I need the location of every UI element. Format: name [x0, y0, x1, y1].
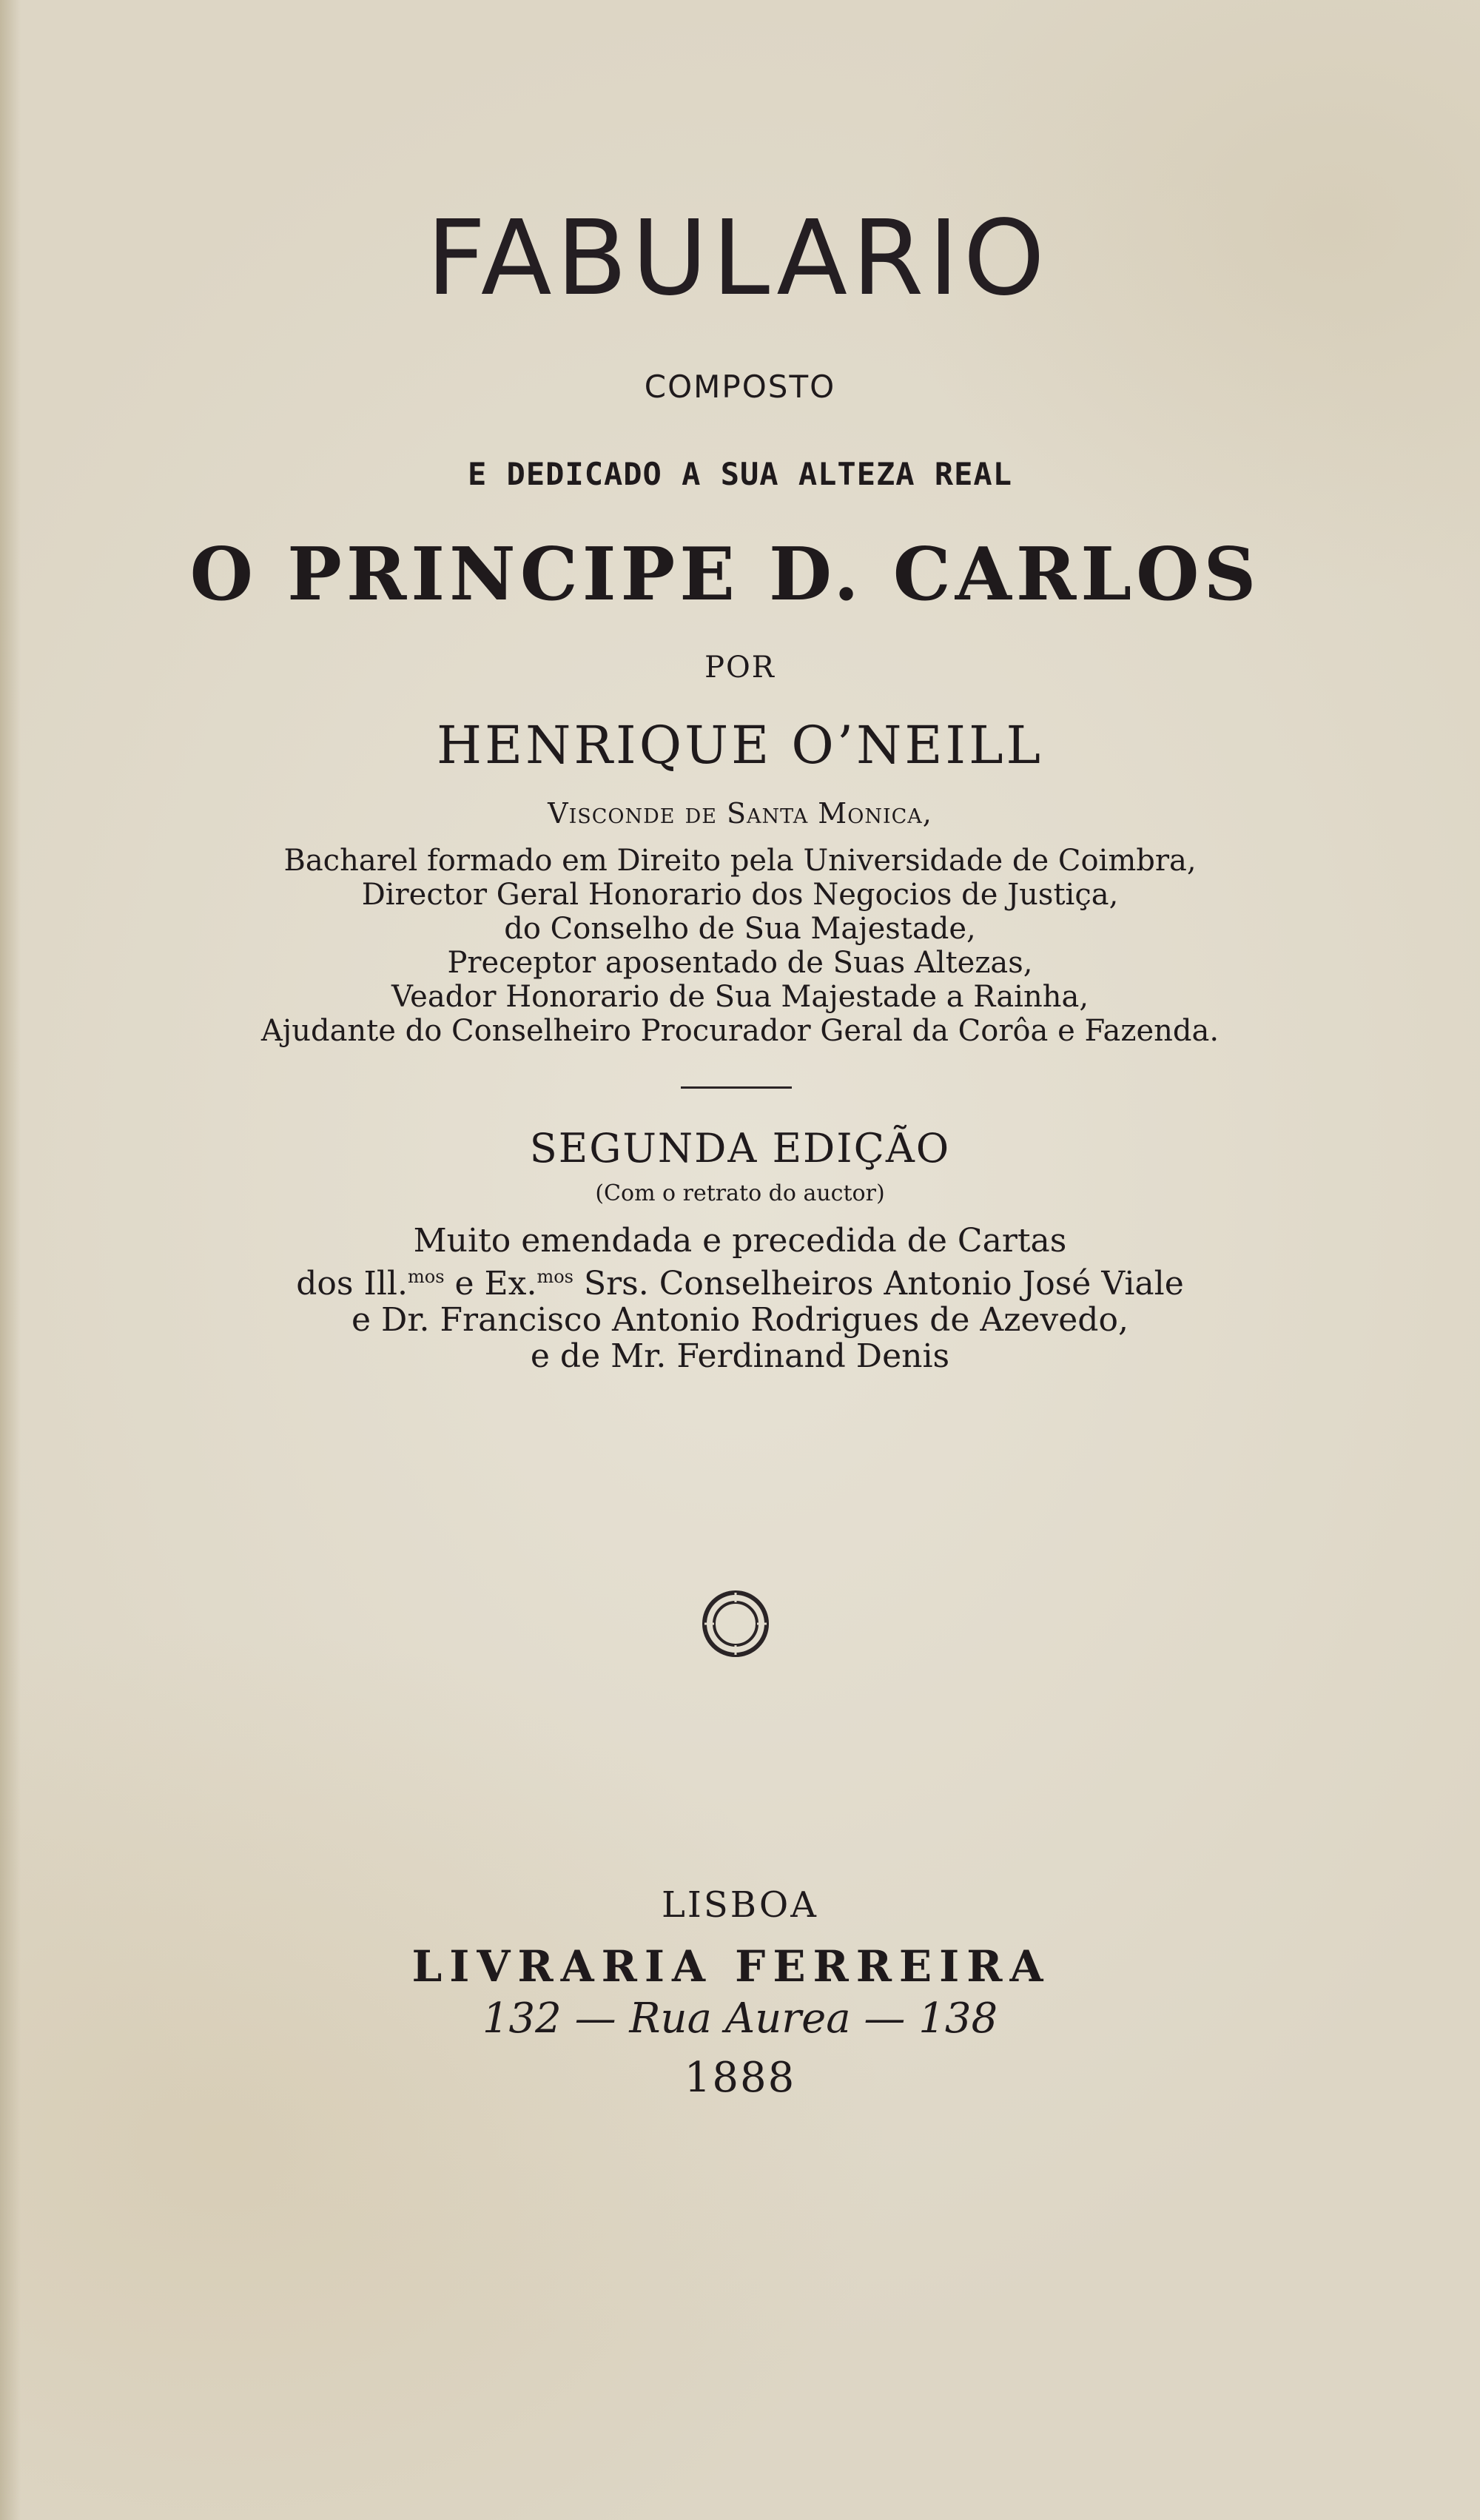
portrait-note: (Com o retrato do auctor) — [595, 1180, 885, 1206]
author-position: Ajudante do Conselheiro Procurador Geral da Corôa e Fazenda. — [260, 1014, 1220, 1048]
edition-heading: SEGUNDA EDIÇÃO — [529, 1125, 951, 1172]
author-position: Bacharel formado em Direito pela Universidade de Coimbra, — [283, 844, 1197, 878]
divider-rule — [681, 1086, 792, 1089]
imprint-publisher: LIVRARIA FERREIRA — [411, 1941, 1051, 1992]
imprint-address: 132 — Rua Aurea — 138 — [482, 1995, 998, 2043]
author-title: Visconde de Santa Monica, — [548, 797, 932, 830]
composto-line: COMPOSTO — [644, 369, 836, 405]
author-position: do Conselho de Sua Majestade, — [504, 912, 976, 946]
edition-note-line: e de Mr. Ferdinand Denis — [530, 1337, 950, 1375]
ring-ornament-icon — [701, 1589, 770, 1659]
edition-notes — [0, 1223, 1480, 1374]
author-positions — [0, 844, 1480, 1048]
dedicatee-name: O PRINCIPE D. CARLOS — [189, 532, 1261, 617]
edition-note-text: dos Ill. — [296, 1265, 408, 1303]
edition-note-line — [0, 1259, 1480, 1302]
edition-note-line: e Dr. Francisco Antonio Rodrigues de Azevedo, — [352, 1301, 1128, 1339]
edition-note-line: Muito emendada e precedida de Cartas — [413, 1222, 1067, 1260]
edition-note-text: Srs. Conselheiros Antonio José Viale — [573, 1265, 1184, 1303]
author-position: Veador Honorario de Sua Majestade a Rainha, — [391, 980, 1089, 1014]
por-line: POR — [704, 651, 776, 685]
book-title: FABULARIO — [426, 198, 1049, 319]
superscript: mos — [407, 1266, 445, 1287]
author-position: Director Geral Honorario dos Negocios de Justiça, — [361, 878, 1119, 912]
superscript: mos — [536, 1266, 574, 1287]
author-name: HENRIQUE O’NEILL — [436, 715, 1044, 776]
dedication-line: E DEDICADO A SUA ALTEZA REAL — [467, 456, 1012, 492]
edition-note-text: e Ex. — [444, 1265, 537, 1303]
imprint-year: 1888 — [684, 2054, 796, 2102]
author-position: Preceptor aposentado de Suas Altezas, — [447, 946, 1033, 980]
imprint-city: LISBOA — [662, 1884, 818, 1926]
